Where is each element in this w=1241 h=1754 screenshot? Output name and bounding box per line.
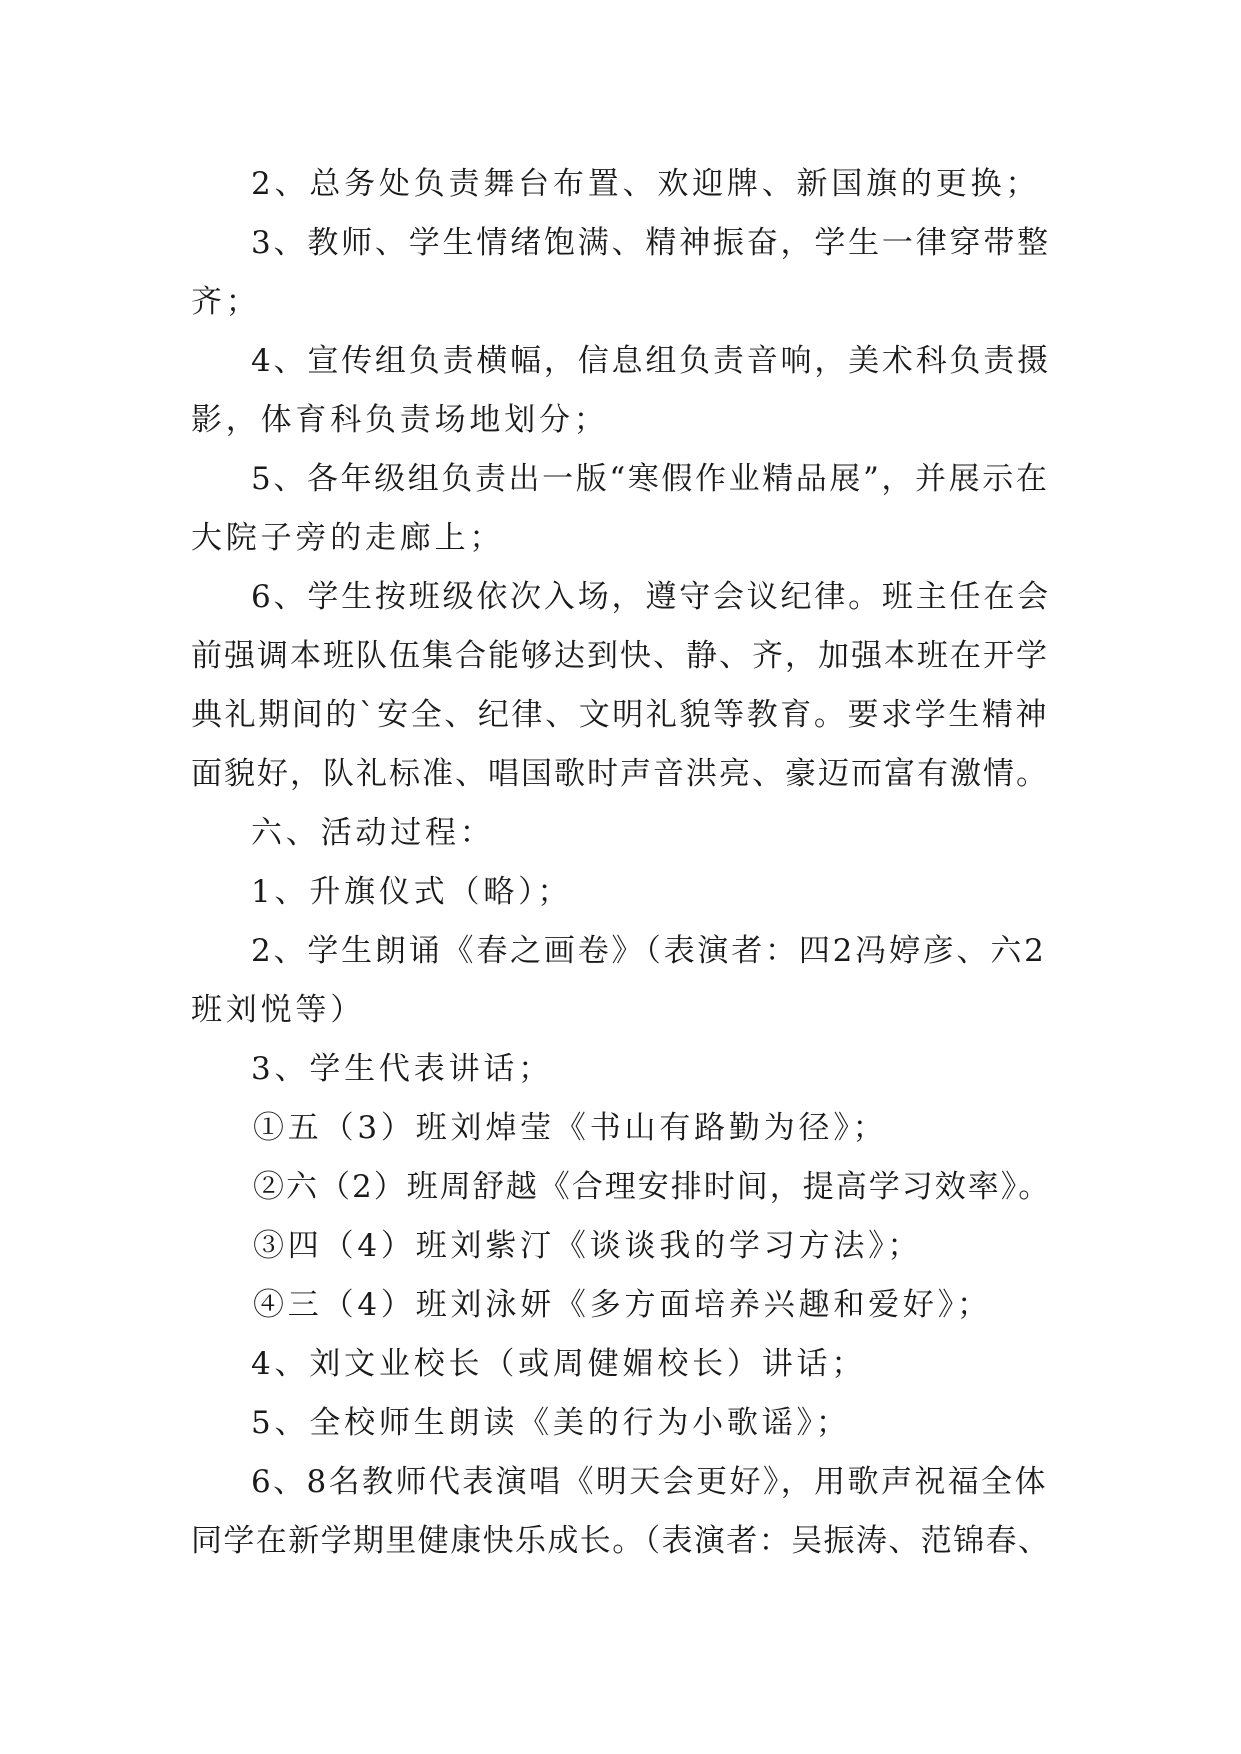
paragraph-line: 4、宣传组负责横幅，信息组负责音响，美术科负责摄 [251, 343, 1051, 379]
paragraph-line: 影，体育科负责场地划分； [191, 402, 609, 438]
paragraph-line: 3、教师、学生情绪饱满、精神振奋，学生一律穿带整 [251, 225, 1051, 261]
section-heading: 六、活动过程： [251, 815, 495, 851]
paragraph-line: 大院子旁的走廊上； [191, 520, 505, 556]
paragraph-line: 6、学生按班级依次入场，遵守会议纪律。班主任在会 [251, 579, 1051, 615]
list-item: ①五（3）班刘焯莹《书山有路勤为径》； [253, 1110, 888, 1146]
paragraph-line: 班刘悦等） [191, 992, 365, 1028]
paragraph-line: 5、全校师生朗读《美的行为小歌谣》； [251, 1405, 851, 1441]
paragraph-line: 同学在新学期里健康快乐成长。（表演者：吴振涛、范锦春、 [191, 1523, 1051, 1559]
list-item: ③四（4）班刘紫汀《谈谈我的学习方法》； [253, 1228, 923, 1264]
paragraph-line: 5、各年级组负责出一版“寒假作业精品展”，并展示在 [251, 461, 1050, 497]
paragraph-line: 3、学生代表讲话； [251, 1051, 553, 1087]
list-item: ②六（2）班周舒越《合理安排时间，提高学习效率》。 [253, 1169, 1052, 1205]
paragraph-line: 典礼期间的`安全、纪律、文明礼貌等教育。要求学生精神 [191, 697, 1050, 733]
paragraph-line: 6、8名教师代表演唱《明天会更好》，用歌声祝福全体 [251, 1464, 1048, 1500]
list-item: ④三（4）班刘泳妍《多方面培养兴趣和爱好》； [253, 1287, 992, 1323]
paragraph-line: 前强调本班队伍集合能够达到快、静、齐，加强本班在开学 [191, 638, 1049, 674]
paragraph-line: 齐； [191, 284, 261, 320]
paragraph-line: 面貌好，队礼标准、唱国歌时声音洪亮、豪迈而富有激情。 [191, 756, 1049, 792]
document-body [191, 155, 1051, 1571]
paragraph-line: 4、刘文业校长（或周健媚校长）讲话； [251, 1346, 867, 1382]
paragraph-line: 2、总务处负责舞台布置、欢迎牌、新国旗的更换； [251, 166, 1041, 202]
paragraph-line: 1、升旗仪式（略）； [251, 874, 573, 910]
paragraph-line: 2、学生朗诵《春之画卷》（表演者：四2冯婷彦、六2 [251, 933, 1047, 969]
